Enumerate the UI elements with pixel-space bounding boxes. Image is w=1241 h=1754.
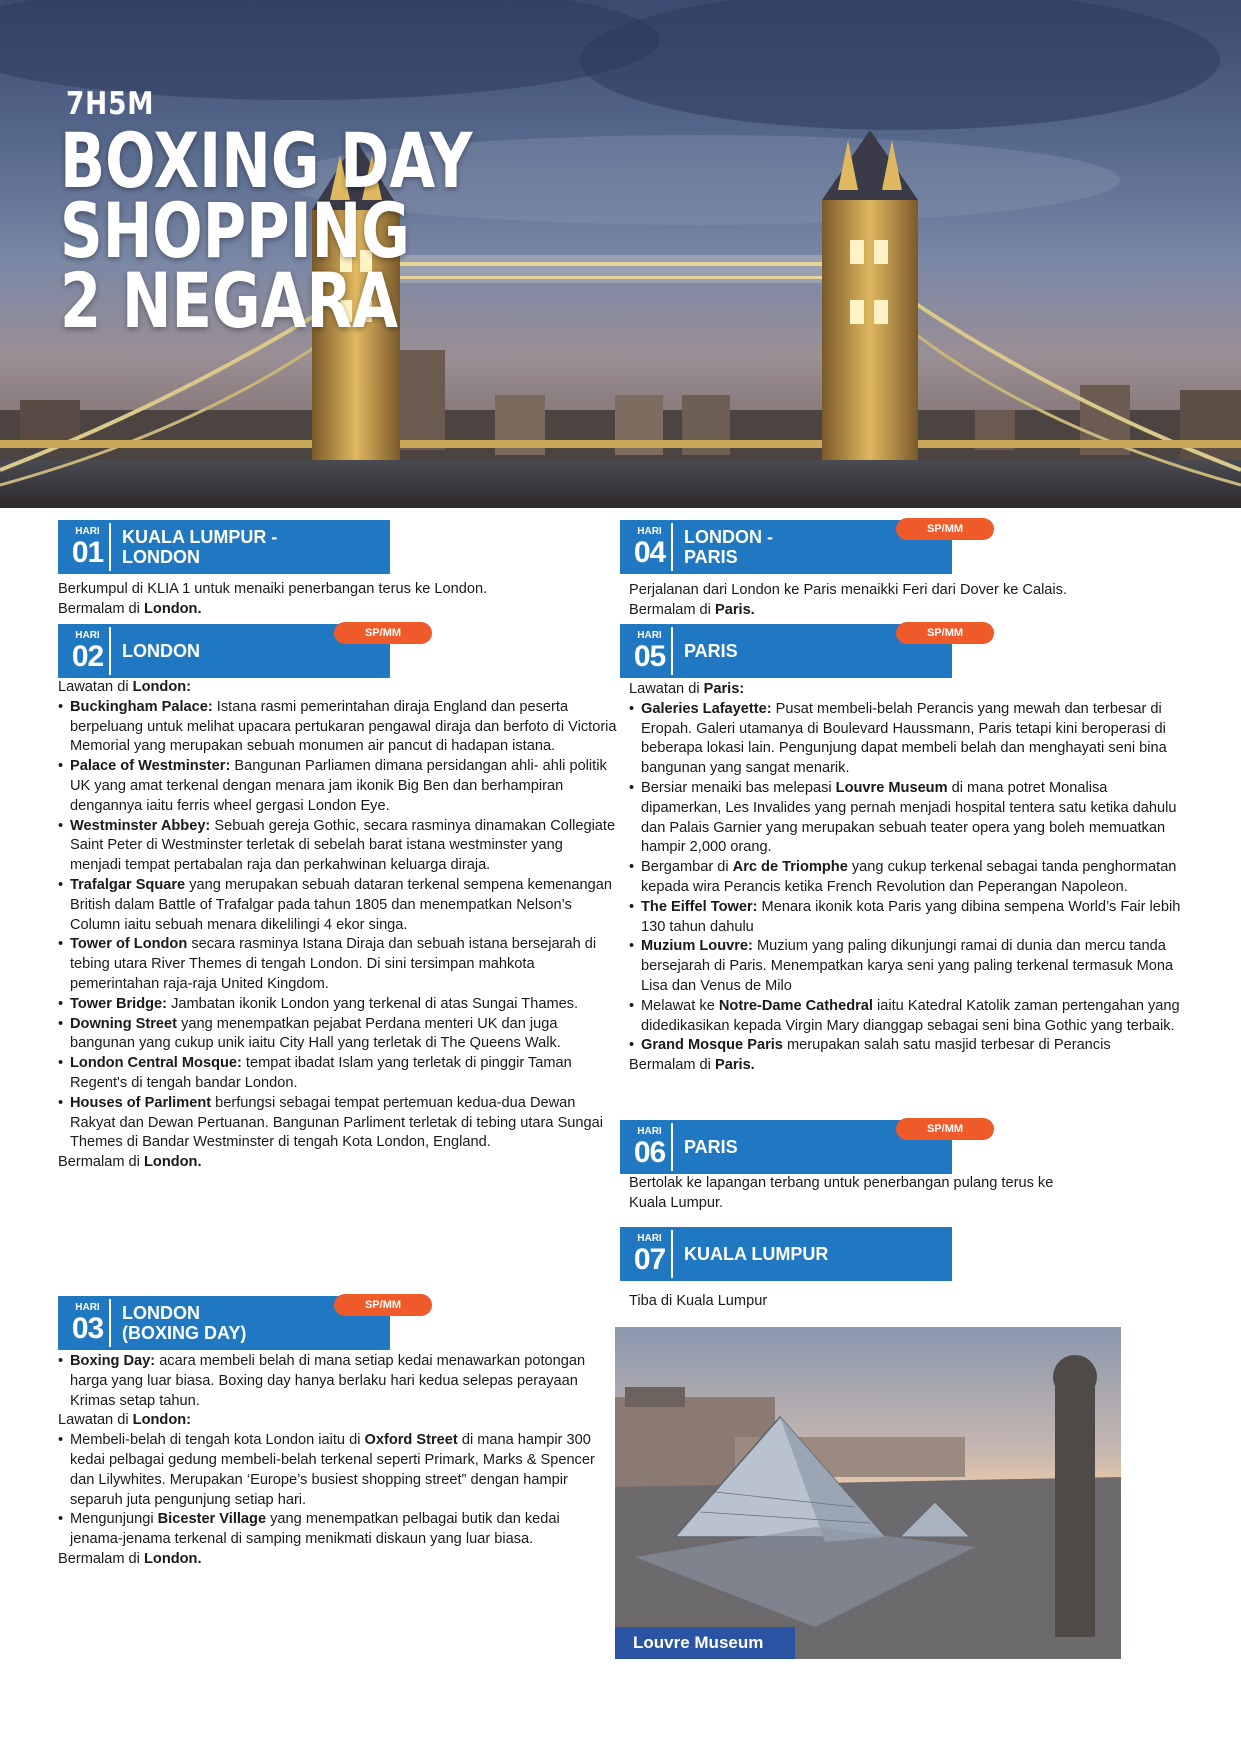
tour-title — [60, 116, 473, 345]
paragraph: Perjalanan dari London ke Paris menaikki Feri dari Dover ke Calais. — [629, 582, 1068, 598]
day-number — [628, 523, 673, 571]
day-title-line: LONDON — [122, 1303, 200, 1323]
paragraph: Tiba di Kuala Lumpur — [629, 1293, 768, 1309]
overnight-line: Bermalam di London. — [58, 1154, 202, 1171]
day-digits: 04 — [633, 536, 666, 569]
day-03-text — [58, 1352, 603, 1570]
attraction-list — [58, 1352, 603, 1411]
day-label: HARI — [637, 630, 662, 641]
day-digits: 02 — [71, 640, 104, 673]
day-title — [122, 1296, 246, 1350]
day-title-line: KUALA LUMPUR - — [122, 527, 278, 547]
meal-badge: SP/MM — [334, 622, 432, 644]
day-title-line: LONDON - — [684, 527, 773, 547]
louvre-pyramid-illustration — [615, 1327, 1121, 1659]
day-05-text — [629, 680, 1189, 1076]
list-item: • Bersiar menaiki bas melepasi Louvre Museum di mana potret Monalisa dipamerkan, Les Invalides yang pernah menjadi hospital tentera satu ketika dahulu dan Palais Garnier yang merupakan sebuah teater opera yang boleh memuatkan hampir 2,000 orang. — [629, 779, 1189, 858]
day-04-banner — [620, 520, 964, 574]
list-item: • Tower Bridge: Jambatan ikonik London yang terkenal di atas Sungai Thames. — [58, 995, 618, 1015]
tour-title-line: 2 NEGARA — [60, 256, 399, 345]
day-06-banner — [620, 1120, 964, 1174]
day-04-text — [629, 581, 1149, 621]
day-title-line: KUALA LUMPUR — [684, 1244, 829, 1264]
day-07-text — [629, 1292, 1149, 1312]
paragraph: Berkumpul di KLIA 1 untuk menaiki penerbangan terus ke London. — [58, 581, 488, 597]
visit-heading: Lawatan di Paris: — [629, 681, 745, 697]
list-item: • Galeries Lafayette: Pusat membeli-belah Perancis yang mewah dan terbesar di Eropah. Galeri utamanya di Boulevard Haussmann, Paris tetapi kini beroperasi di beberapa lokasi lain. Pengunjung dapat membeli belah dan menghayati seni bina bangunan yang sangat menarik. — [629, 700, 1189, 779]
meal-badge: SP/MM — [896, 518, 994, 540]
day-03-banner — [58, 1296, 402, 1350]
visit-heading: Lawatan di London: — [58, 1412, 192, 1429]
list-item: • Buckingham Palace: Istana rasmi pemerintahan diraja England dan peserta berpeluang untuk melihat upacara pertukaran pengawal diraja dan berfoto di Victoria Memorial yang merupakan sebuah monumen air pancut di hadapan istana. — [58, 698, 618, 757]
day-01-banner — [58, 520, 390, 574]
list-item: • Bergambar di Arc de Triomphe yang cukup terkenal sebagai tanda penghormatan kepada wira Perancis ketika French Revolution dan Peperangan Napoleon. — [629, 858, 1189, 898]
day-number — [628, 1230, 673, 1278]
day-title — [684, 1120, 738, 1174]
day-digits: 01 — [71, 536, 104, 569]
day-label: HARI — [637, 1126, 662, 1137]
list-item: • Boxing Day: acara membeli belah di mana setiap kedai menawarkan potongan harga yang luar biasa. Boxing day hanya berlaku hari kedua selepas perayaan Krimas setap tahun. — [58, 1352, 603, 1411]
list-item: • The Eiffel Tower: Menara ikonik kota Paris yang dibina sempena World’s Fair lebih 130 tahun dahulu — [629, 898, 1189, 938]
day-title-line: LONDON — [122, 641, 200, 661]
list-item: • Trafalgar Square yang merupakan sebuah dataran terkenal sempena kemenangan British dalam Battle of Trafalgar pada tahun 1805 dan menempatkan Nelson’s Column iaitu sebuah menara dikelilingi 4 ekor singa. — [58, 876, 618, 935]
attraction-list — [58, 698, 618, 1153]
day-digits: 07 — [633, 1243, 666, 1276]
paragraph: Kuala Lumpur. — [629, 1194, 724, 1211]
list-item: • Westminster Abbey: Sebuah gereja Gothic, secara rasminya dinamakan Collegiate Saint Peter di Westminster terletak di sebelah barat istana westminster yang menjadi tempat pertabalan raja dan perkahwinan keluarga diraja. — [58, 817, 618, 876]
paragraph: Bertolak ke lapangan terbang untuk penerbangan pulang terus ke — [629, 1175, 1054, 1191]
day-05-banner — [620, 624, 964, 678]
list-item: • Membeli-belah di tengah kota London iaitu di Oxford Street di mana hampir 300 kedai pelbagai gedung membeli-belah terkenal seperti Primark, Marks & Spencer dan Lilywhites. Merupakan ‘Europe’s busiest shopping street” dengan hampir separuh juta pengunjung setiap hari. — [58, 1431, 603, 1510]
day-digits: 05 — [633, 640, 666, 673]
day-title — [122, 624, 200, 678]
day-title — [684, 624, 738, 678]
list-item: • London Central Mosque: tempat ibadat Islam yang terletak di pinggir Taman Regent's di tengah bandar London. — [58, 1054, 618, 1094]
day-number — [66, 627, 111, 675]
day-title-line: (BOXING DAY) — [122, 1323, 247, 1343]
day-02-text — [58, 678, 618, 1173]
day-title — [122, 520, 277, 574]
meal-badge: SP/MM — [334, 1294, 432, 1316]
day-label: HARI — [75, 1302, 100, 1313]
louvre-photo — [615, 1327, 1121, 1659]
list-item: • Downing Street yang menempatkan pejabat Perdana menteri UK dan juga bangunan yang cukup unik iaitu City Hall yang terletak di The Queens Walk. — [58, 1015, 618, 1055]
day-06-text — [629, 1174, 1149, 1214]
day-number — [628, 1123, 673, 1171]
list-item: • Tower of London secara rasminya Istana Diraja dan sebuah istana bersejarah di tebing utara River Themes di tengah London. Di sini tersimpan mahkota pemerintahan raja-raja United Kingdom. — [58, 935, 618, 994]
day-title — [684, 520, 773, 574]
meal-badge: SP/MM — [896, 622, 994, 644]
day-number — [66, 1299, 111, 1347]
day-label: HARI — [637, 1233, 662, 1244]
day-label: HARI — [75, 630, 100, 641]
trip-duration: 7H5M — [66, 86, 155, 122]
overnight-line: Bermalam di London. — [58, 1550, 202, 1567]
overnight-line: Bermalam di London. — [58, 600, 202, 617]
day-02-banner — [58, 624, 402, 678]
list-item: • Grand Mosque Paris merupakan salah satu masjid terbesar di Perancis — [629, 1036, 1189, 1056]
visit-heading: Lawatan di London: — [58, 679, 192, 695]
meal-badge: SP/MM — [896, 1118, 994, 1140]
list-item: • Palace of Westminster: Bangunan Parliamen dimana persidangan ahli- ahli politik UK yang amat terkenal dengan menara jam ikonik Big Ben dan berhampiran dengannya iaitu ferris wheel gergasi London Eye. — [58, 757, 618, 816]
tour-title-line: BOXING DAY — [60, 116, 473, 205]
day-digits: 03 — [71, 1312, 104, 1345]
day-title — [684, 1227, 828, 1281]
day-title-line: PARIS — [684, 1137, 738, 1157]
hero-banner — [0, 0, 1241, 508]
day-title-line: LONDON — [122, 547, 200, 567]
day-title-line: PARIS — [684, 641, 738, 661]
day-label: HARI — [75, 526, 100, 537]
list-item: • Houses of Parliment berfungsi sebagai tempat pertemuan kedua-dua Dewan Rakyat dan Dewan Pertuanan. Bangunan Parliment terletak di tebing utara Sungai Themes di Bandar Westminster di tengah Kota London, England. — [58, 1094, 618, 1153]
day-number — [66, 523, 111, 571]
list-item: • Melawat ke Notre-Dame Cathedral iaitu Katedral Katolik zaman pertengahan yang didedikasikan kepada Virgin Mary dianggap sebagai seni bina Gothic yang terbaik. — [629, 997, 1189, 1037]
attraction-list — [629, 700, 1189, 1056]
tour-title-line: SHOPPING — [60, 186, 410, 275]
attraction-list — [58, 1431, 603, 1550]
day-title-line: PARIS — [684, 547, 738, 567]
day-number — [628, 627, 673, 675]
photo-caption: Louvre Museum — [615, 1627, 795, 1659]
day-01-text — [58, 580, 558, 620]
list-item: • Mengunjungi Bicester Village yang menempatkan pelbagai butik dan kedai jenama-jenama terkenal di samping menikmati diskaun yang luar biasa. — [58, 1510, 603, 1550]
day-label: HARI — [637, 526, 662, 537]
overnight-line: Bermalam di Paris. — [629, 1057, 755, 1074]
day-digits: 06 — [633, 1136, 666, 1169]
list-item: • Muzium Louvre: Muzium yang paling dikunjungi ramai di dunia dan mercu tanda bersejarah di Paris. Menempatkan karya seni yang paling terkenal termasuk Mona Lisa dan Venus de Milo — [629, 937, 1189, 996]
overnight-line: Bermalam di Paris. — [629, 601, 755, 618]
day-07-banner — [620, 1227, 952, 1281]
